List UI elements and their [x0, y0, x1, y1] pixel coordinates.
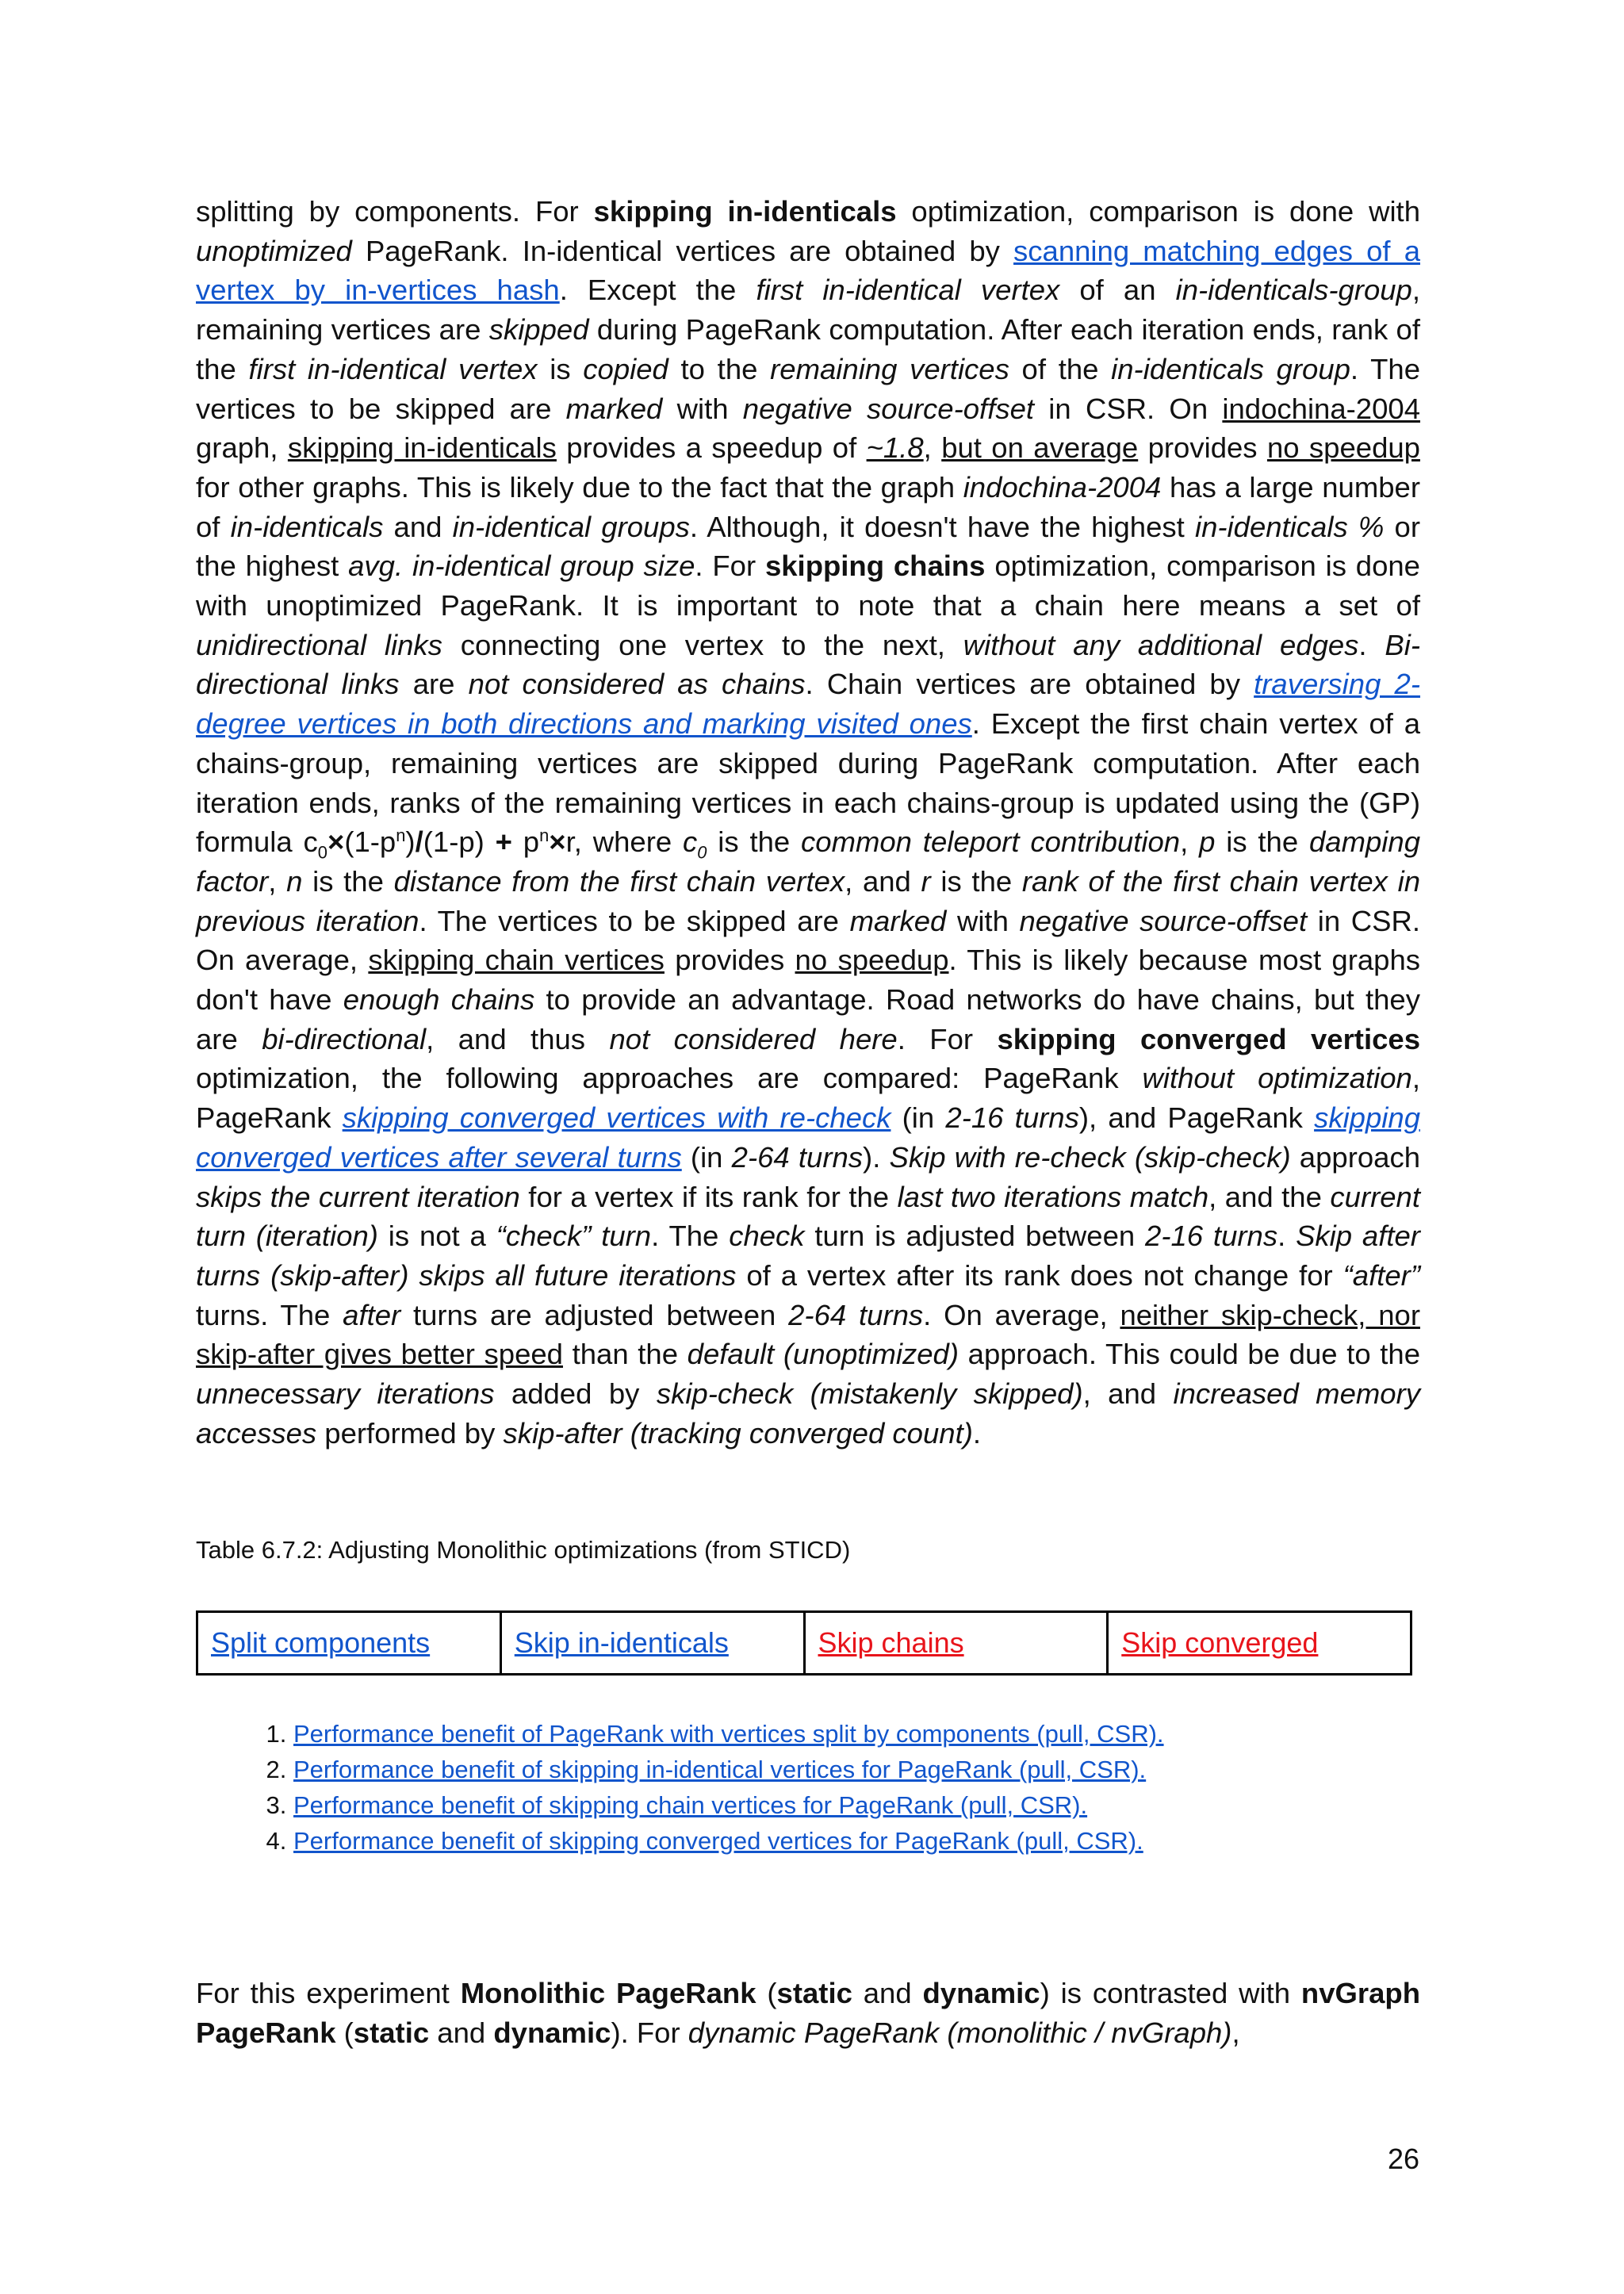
text-run: than the [562, 1338, 688, 1371]
link-skip-chains[interactable]: Skip chains [818, 1626, 964, 1659]
text-run: skipping chain vertices [368, 944, 665, 977]
text-run: Bi-directional links [196, 628, 1420, 701]
text-run: , and thus [426, 1022, 610, 1055]
text-run: ) is contrasted with [1040, 1977, 1301, 2009]
text-run: provides [1138, 431, 1267, 465]
text-run: is the [302, 864, 394, 898]
text-run: and [852, 1977, 923, 2009]
link-skip-in-identicals[interactable]: Skip in-identicals [514, 1626, 729, 1659]
text-run: no speedup [795, 944, 949, 977]
text-run: first in-identical vertex [248, 352, 538, 385]
paragraph-text [196, 192, 1420, 1453]
text-run: no speedup [1266, 431, 1420, 465]
text-run: . This is likely because most graphs don't have [196, 944, 1421, 1017]
text-run: . The vertices to be skipped are [196, 352, 1420, 425]
text-run: r [921, 864, 931, 898]
text-run: . Except the first chain vertex of a chains-group, remaining vertices are skipped during PageRank computation. After each iteration ends, ranks of the remaining vertices in each chains-group is updated using the (GP) formula c [196, 707, 1420, 859]
text-run: , [923, 431, 942, 465]
text-run: is the [930, 864, 1022, 898]
text-run: ) [405, 825, 416, 859]
text-run: connecting one vertex to the next, [442, 628, 963, 661]
text-run: , remaining vertices are [196, 274, 1421, 347]
text-run: ~1.8 [866, 431, 924, 465]
text-run: or the highest [196, 510, 1420, 583]
text-run: bi-directional [262, 1022, 427, 1055]
text-run: + [495, 825, 512, 859]
text-run: splitting by components. For [196, 195, 594, 228]
text-run: For this experiment [196, 1977, 461, 2009]
text-run: skips the current iteration [196, 1180, 520, 1213]
text-run: avg. in-identical group size [348, 550, 695, 583]
table-cell [1108, 1612, 1411, 1675]
text-run: in-identicals % [1194, 510, 1385, 543]
text-run: . For [695, 550, 765, 583]
text-run: without optimization [1142, 1062, 1412, 1095]
text-run: in CSR. On [1034, 392, 1223, 425]
text-run: , and [1082, 1377, 1174, 1411]
text-run: remaining vertices [770, 352, 1009, 385]
text-run: for a vertex if its rank for the [519, 1180, 898, 1213]
text-run: but on average [941, 431, 1139, 465]
text-run: Skip with re-check (skip-check) [889, 1140, 1291, 1174]
text-run: approach. This could be due to the [959, 1338, 1421, 1371]
text-run: . The vertices to be skipped are [419, 904, 850, 937]
list-item [293, 1752, 1483, 1787]
table-cell [804, 1612, 1108, 1675]
paragraph-text [196, 1974, 1420, 2052]
text-run: in-identical groups [452, 510, 690, 543]
text-run: 2-64 turns [731, 1140, 864, 1174]
second-paragraph [196, 1974, 1420, 2052]
table-cell [197, 1612, 501, 1675]
text-run: × [549, 825, 566, 859]
text-run: ). [863, 1140, 890, 1174]
text-run: last two iterations match [897, 1180, 1209, 1213]
text-run: in-identicals [230, 510, 384, 543]
text-run: after [343, 1298, 401, 1331]
text-run: optimization, comparison is done with unoptimized PageRank. It is important to note that a chain here means a set of [196, 550, 1420, 622]
text-run: with [662, 392, 743, 425]
text-run: , and the [1208, 1180, 1331, 1213]
text-run: unidirectional links [196, 628, 442, 661]
text-run: skipping in-identicals [593, 195, 897, 228]
text-run: first in-identical vertex [756, 274, 1060, 307]
text-run: rank of the first chain vertex in previous iteration [196, 864, 1420, 937]
text-run: , PageRank [196, 1062, 1421, 1135]
text-run: n [396, 825, 406, 846]
text-run: ( [756, 1977, 777, 2009]
text-run: marked [849, 904, 947, 937]
link-benefit-skip-converged[interactable]: Performance benefit of skipping converged vertices for PageRank (pull, CSR). [293, 1827, 1143, 1855]
text-run: . Chain vertices are obtained by [805, 668, 1254, 701]
text-run: provides [664, 944, 795, 977]
text-run: n [286, 864, 303, 898]
text-run: optimization, comparison is done with [896, 195, 1420, 228]
text-run: current turn (iteration) [196, 1180, 1420, 1253]
text-run: “check” turn [496, 1220, 652, 1253]
text-run: . [972, 1416, 982, 1450]
text-run: (1-p [344, 825, 396, 859]
text-run: not considered as chains [468, 668, 806, 701]
text-run: not considered here [609, 1022, 898, 1055]
text-run: turn is adjusted between [804, 1220, 1146, 1253]
list-item [293, 1823, 1483, 1859]
table-row [197, 1612, 1411, 1675]
text-run: unnecessary iterations [196, 1377, 495, 1411]
text-run: for other graphs. This is likely due to the fact that the graph [196, 470, 963, 504]
text-run: with [946, 904, 1020, 937]
text-run: to provide an advantage. Road networks do have chains, but they are [196, 983, 1420, 1055]
text-run: and [383, 510, 453, 543]
text-run: ( [335, 2016, 354, 2049]
link-benefit-skip-in-identicals[interactable]: Performance benefit of skipping in-identical vertices for PageRank (pull, CSR). [293, 1756, 1147, 1783]
link-skipping-converged-after-turns[interactable]: skipping converged vertices after several turns [196, 1101, 1420, 1174]
text-run: added by [494, 1377, 657, 1411]
text-run: neither skip-check, nor skip-after gives better speed [196, 1298, 1420, 1371]
text-run: without any additional edges [963, 628, 1359, 661]
benefit-links-list [230, 1716, 1483, 1859]
text-run: is the [1215, 825, 1309, 859]
link-scanning-matching-edges[interactable]: scanning matching edges of a vertex by in-vertices hash [196, 234, 1420, 307]
list-item [293, 1787, 1483, 1823]
text-run: . [1277, 1220, 1297, 1253]
link-benefit-split-components[interactable]: Performance benefit of PageRank with vertices split by components (pull, CSR). [293, 1720, 1164, 1748]
text-run: 2-16 turns [945, 1101, 1079, 1135]
list-item [293, 1716, 1483, 1752]
text-run: . Although, it doesn't have the highest [689, 510, 1195, 543]
text-run: check [729, 1220, 805, 1253]
text-run: in-identicals-group [1175, 274, 1412, 307]
text-run: increased memory accesses [196, 1377, 1420, 1450]
text-run: enough chains [343, 983, 535, 1017]
text-run: c [682, 825, 698, 859]
text-run: copied [583, 352, 668, 385]
text-run: n [539, 825, 550, 846]
text-run: . The [651, 1220, 730, 1253]
text-run: negative source-offset [1019, 904, 1308, 937]
text-run: to the [668, 352, 771, 385]
text-run: of a vertex after its rank does not change for [736, 1258, 1343, 1292]
table-caption: Table 6.7.2: Adjusting Monolithic optimizations (from STICD) [196, 1536, 851, 1564]
text-run: has a large number of [196, 470, 1420, 543]
text-run: . On average, [923, 1298, 1120, 1331]
text-run: p [1199, 825, 1216, 859]
text-run: (in [681, 1140, 732, 1174]
text-run: “after” [1342, 1258, 1420, 1292]
text-run: skipping in-identicals [287, 431, 557, 465]
text-run: skipping converged vertices [997, 1022, 1421, 1055]
text-run: skipping chains [764, 550, 986, 583]
text-run: in CSR. On average, [196, 904, 1420, 977]
text-run: of the [1009, 352, 1112, 385]
text-run: 2-16 turns [1145, 1220, 1278, 1253]
link-skip-converged[interactable]: Skip converged [1121, 1626, 1319, 1659]
text-run: , [1180, 825, 1200, 859]
text-run: ). For [611, 2016, 688, 2049]
text-run: in-identicals group [1111, 352, 1350, 385]
page-number: 26 [1387, 2143, 1419, 2175]
text-run: ), and PageRank [1078, 1101, 1315, 1135]
text-run: (1-p) [423, 825, 496, 859]
text-run: performed by [316, 1416, 504, 1450]
text-run: damping factor [196, 825, 1420, 898]
text-run: default (unoptimized) [687, 1338, 959, 1371]
optimizations-table [196, 1610, 1412, 1676]
text-run: distance from the first chain vertex [393, 864, 845, 898]
text-run: indochina-2004 [963, 470, 1162, 504]
text-run: provides a speedup of [556, 431, 867, 465]
text-run: common teleport contribution [801, 825, 1181, 859]
text-run: skip-check (mistakenly skipped) [656, 1377, 1083, 1411]
text-run: static [776, 1977, 852, 2009]
text-run: dynamic [922, 1977, 1040, 2009]
text-run: turns. The [196, 1298, 343, 1331]
text-run: during PageRank computation. After each iteration ends, rank of the [196, 313, 1420, 385]
text-run: (in [891, 1101, 946, 1135]
text-run: 0 [697, 842, 707, 863]
text-run: . Except the [559, 274, 756, 307]
text-run: of an [1059, 274, 1176, 307]
text-run: , and [845, 864, 921, 898]
text-run: PageRank. In-identical vertices are obtained by [351, 234, 1014, 267]
text-run: skip-after (tracking converged count) [503, 1416, 973, 1450]
text-run: are [399, 668, 469, 701]
text-run: indochina-2004 [1222, 392, 1421, 425]
text-run: is not a [377, 1220, 496, 1253]
link-skipping-converged-recheck[interactable]: skipping converged vertices with re-check [342, 1101, 891, 1135]
text-run: graph, [196, 431, 288, 465]
text-run: nvGraph PageRank [196, 1977, 1420, 2049]
text-run: is [537, 352, 584, 385]
text-run: 0 [317, 842, 327, 863]
text-run: . For [897, 1022, 998, 1055]
table-cell [500, 1612, 804, 1675]
text-run: p [511, 825, 540, 859]
text-run: 2-64 turns [788, 1298, 924, 1331]
main-paragraph [196, 192, 1420, 1453]
text-run: r, where [565, 825, 683, 859]
text-run: and [429, 2016, 494, 2049]
text-run: , [268, 864, 287, 898]
text-run: dynamic PageRank (monolithic / nvGraph) [688, 2016, 1232, 2049]
text-run: marked [565, 392, 663, 425]
text-run: is the [707, 825, 802, 859]
text-run: dynamic [493, 2016, 611, 2049]
link-split-components[interactable]: Split components [211, 1626, 431, 1659]
text-run: unoptimized [196, 234, 352, 267]
text-run: Monolithic PageRank [460, 1977, 756, 2009]
text-run: skipped [488, 313, 589, 347]
text-run: static [353, 2016, 430, 2049]
text-run: / [415, 825, 423, 859]
text-run: × [327, 825, 345, 859]
text-run: optimization, the following approaches are compared: PageRank [196, 1062, 1143, 1095]
text-run: , [1231, 2016, 1240, 2049]
text-run: turns are adjusted between [400, 1298, 789, 1331]
text-run: . [1358, 628, 1385, 661]
text-run: negative source-offset [742, 392, 1035, 425]
link-benefit-skip-chains[interactable]: Performance benefit of skipping chain vertices for PageRank (pull, CSR). [293, 1791, 1088, 1819]
text-run: approach [1290, 1140, 1420, 1174]
link-traversing-2-degree-vertices[interactable]: traversing 2-degree vertices in both directions and marking visited ones [196, 668, 1421, 741]
text-run: Skip after turns (skip-after) skips all future iterations [196, 1220, 1420, 1292]
